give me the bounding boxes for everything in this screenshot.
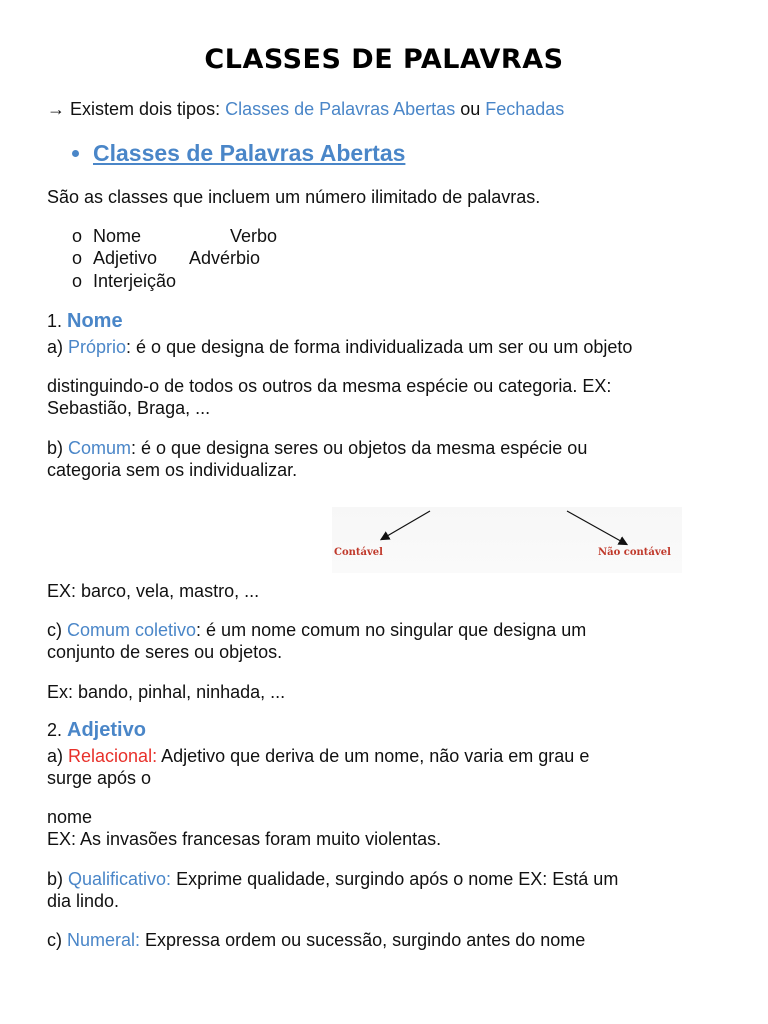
term-relacional: Relacional: (68, 746, 158, 766)
arrow-right-icon (567, 511, 626, 544)
item-text: : é o que designa seres ou objetos da mesma espécie ou (131, 438, 588, 458)
term-proprio: Próprio (68, 337, 127, 357)
list-item-col2: Verbo (230, 226, 278, 246)
nome-a-line3: Sebastião, Braga, ... (47, 398, 211, 418)
term-comum-coletivo: Comum coletivo (67, 620, 197, 640)
item-prefix: c) (47, 930, 67, 950)
term-comum: Comum (68, 438, 132, 458)
adjetivo-a-line2: surge após o (47, 768, 152, 788)
item-prefix: a) (47, 746, 69, 766)
adjetivo-b-line2: dia lindo. (47, 891, 120, 911)
item-text: Adjetivo que deriva de um nome, não varia em grau e (157, 746, 590, 766)
intro-line (47, 98, 564, 120)
section-adjetivo-title (47, 719, 146, 741)
label-contavel: Contável (334, 547, 383, 558)
list-item-col2: Advérbio (189, 248, 261, 268)
list-item-col1: Interjeição (93, 271, 177, 291)
heading-abertas-text: Classes de Palavras Abertas (93, 140, 406, 166)
list-marker: o (72, 226, 83, 246)
nome-a-line2: distinguindo-o de todos os outros da mesma espécie ou categoria. EX: (47, 376, 612, 396)
arrow-left-icon (382, 511, 430, 539)
nome-a (47, 336, 632, 358)
arrow-icon: → (47, 99, 65, 119)
section-title: Nome (67, 310, 123, 332)
section-title: Adjetivo (67, 719, 146, 741)
adjetivo-a-example: EX: As invasões francesas foram muito violentas. (47, 829, 442, 849)
term-qualificativo: Qualificativo: (68, 869, 172, 889)
item-text: : é um nome comum no singular que designa um (196, 620, 587, 640)
adjetivo-c (47, 929, 585, 951)
section-number: 2. (47, 720, 68, 740)
intro-link-abertas: Classes de Palavras Abertas (225, 99, 456, 119)
section-number: 1. (47, 311, 68, 331)
item-prefix: b) (47, 438, 69, 458)
adjetivo-a-line3: nome (47, 807, 93, 827)
item-text: Exprime qualidade, surgindo após o nome EX: Está um (171, 869, 619, 889)
arrows-diagram (332, 507, 682, 573)
list-marker: o (72, 248, 83, 268)
nome-c-line2: conjunto de seres ou objetos. (47, 642, 283, 662)
bullet-icon (72, 150, 79, 157)
item-prefix: a) (47, 337, 69, 357)
nome-b (47, 437, 587, 459)
label-nao-contavel: Não contável (598, 547, 671, 558)
list-item (72, 270, 176, 292)
item-prefix: c) (47, 620, 67, 640)
item-text: : é o que designa de forma individualizada um ser ou um objeto (126, 337, 633, 357)
list-item-col1: Adjetivo (93, 248, 158, 268)
nome-b-line2: categoria sem os individualizar. (47, 460, 298, 480)
item-text: Expressa ordem ou sucessão, surgindo antes do nome (140, 930, 586, 950)
heading-abertas (72, 140, 405, 167)
countable-figure (332, 507, 682, 573)
adjetivo-a (47, 745, 589, 767)
nome-c-example: Ex: bando, pinhal, ninhada, ... (47, 682, 286, 702)
abertas-description: São as classes que incluem um número ilimitado de palavras. (47, 187, 541, 207)
list-item (72, 225, 277, 247)
list-item-col1: Nome (93, 226, 142, 246)
nome-b-example: EX: barco, vela, mastro, ... (47, 581, 260, 601)
term-numeral: Numeral: (67, 930, 141, 950)
list-marker: o (72, 271, 83, 291)
page-title: CLASSES DE PALAVRAS (204, 44, 564, 75)
intro-link-fechadas: Fechadas (485, 99, 565, 119)
intro-ou: ou (455, 99, 486, 119)
nome-c (47, 619, 586, 641)
list-item (72, 247, 260, 269)
intro-prefix: Existem dois tipos: (70, 99, 226, 119)
item-prefix: b) (47, 869, 69, 889)
section-nome-title (47, 310, 123, 332)
adjetivo-b (47, 868, 618, 890)
